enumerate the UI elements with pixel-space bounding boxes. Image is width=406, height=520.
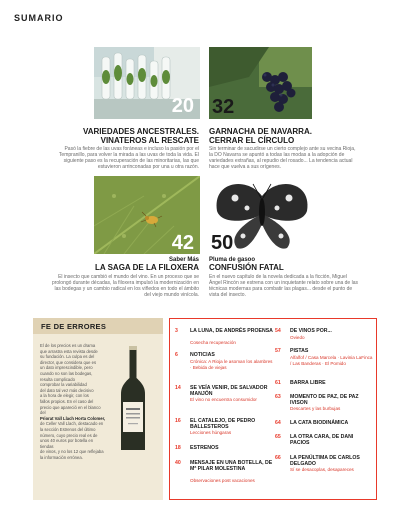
index-title: NOTICIAS [190, 352, 215, 358]
errata-line: El de los precios es un drama [40, 343, 96, 348]
errata-line: resulta complicado [40, 376, 75, 382]
index-page-number: 57 [275, 348, 281, 354]
index-title: BARRA LIBRE [290, 380, 326, 386]
errata-line: de Celler Vall Llach, destacado en [40, 421, 104, 427]
page-title: SUMARIO [14, 13, 64, 23]
article-page-number: 32 [212, 96, 235, 118]
index-title: LA OTRA CARA, DE DANI PACIOS [290, 434, 354, 446]
article-kicker: Pluma de gasoo [209, 257, 256, 263]
errata-line: del dato tal vez más decisivo [40, 387, 94, 393]
article-block-filoxera [50, 257, 199, 298]
article-title: GARNACHA DE NAVARRA. [209, 127, 312, 136]
article-summary: Pasó la fiebre de las uvas foráneas e incluso la pasión por el Tempranillo, para volver la mirada a las uvas de toda la vida. El siguiente paso es la recuperación de las minoritarias, las que estuvieron arrinconadas por una u otra razón. [58, 146, 199, 170]
index-title: LA PENÚLTIMA DE CARLOS DELGADO [290, 455, 360, 467]
index-title: LA CATA BIODINÁMICA [290, 420, 349, 426]
index-title: EL CATALEJO, DE PEDRO BALLESTEROS [190, 418, 256, 430]
article-block-garnacha [209, 128, 359, 170]
index-page-number: 14 [175, 385, 181, 391]
article-title: CONFUSIÓN FATAL [209, 263, 284, 272]
errata-text [40, 343, 106, 460]
errata-line: precio que apareció en el blanco del [40, 404, 101, 416]
article-page-number: 20 [171, 95, 194, 117]
index-page-number: 6 [175, 352, 178, 358]
index-page-number: 61 [275, 380, 281, 386]
index-page-number: 54 [275, 328, 281, 334]
article-page-number: 50 [211, 232, 234, 254]
index-page-number: 65 [275, 434, 281, 440]
errata-line: la información errónea. [40, 454, 83, 460]
wine-bottle-image [119, 346, 147, 452]
errata-line: número, cuyo precio real es de [40, 432, 98, 438]
index-page-number: 63 [275, 394, 281, 400]
errata-line: unos 40 euros por botella en tiendas [40, 438, 94, 449]
article-kicker: Saber Más [168, 257, 199, 263]
article-title: LA SAGA DE LA FILOXERA [95, 263, 199, 272]
article-photo-phylloxera [94, 176, 200, 254]
errata-line: su fundación. La culpa es del [40, 354, 95, 360]
index-page-number: 66 [275, 455, 281, 461]
index-page-number: 16 [175, 418, 181, 424]
errata-line: que arrastra esta revista desde [40, 348, 98, 354]
errata-line: director, que considera que es [40, 359, 97, 365]
article-photo-vine-lab [94, 47, 200, 119]
index-title: SE VEÍA VENIR, DE SALVADOR MANJÓN [190, 385, 268, 397]
errata-line: comprobar la variabilidad [40, 382, 87, 388]
article-page-number: 42 [171, 232, 194, 254]
errata-header [33, 318, 163, 334]
index-subtitle: Observaciones post vacaciones [190, 478, 255, 483]
article-summary: En el nuevo capítulo de la novela dedicada a la ficción, Miguel Ángel Rincón se estrena con un inquietante relato sobre una de las técnicas modernas para combatir las plagas... desde el punto de vista del insecto. [209, 273, 358, 298]
errata-line: de vinos, y no los 12 que reflejaba [40, 449, 104, 455]
index-page-number: 18 [175, 445, 181, 451]
index-title: PISTAS [290, 348, 309, 354]
article-subtitle: CERRAR EL CÍRCULO [209, 135, 295, 145]
section-index [169, 318, 377, 500]
index-page-number: 40 [175, 460, 181, 466]
index-subtitle: Crónica: A Rioja le asoman los alambres · Bebida de viejas [190, 359, 273, 370]
index-subtitle: Oviedo [290, 335, 305, 340]
errata-line: un dato imprescindible, pero [40, 365, 93, 371]
article-photo-moth [207, 176, 317, 254]
index-title: DE VINOS POR... [290, 328, 332, 334]
errata-box [33, 318, 163, 500]
errata-line: cuando no son las bodegas, [40, 370, 93, 376]
index-subtitle: El vino no encuentra consumidor [190, 397, 257, 402]
article-subtitle: VINATEROS AL RESCATE [100, 135, 199, 145]
article-summary: Sin terminar de sacudirse un cierto complejo ante su vecina Rioja, la DO Navarra se apuntó a todas las modas a la adopción de variedades extrañas, al repudio del rosado... La tendencia actual hace que vuelva a sus orígenes. [209, 146, 356, 170]
index-title: ESTRENOS [190, 445, 219, 451]
index-subtitle: Cosecha recuperación [190, 340, 236, 345]
errata-wine-name: Priorat Vall Llach Horta Colomer, [40, 415, 106, 421]
errata-line: fallos propios. En el caso del [40, 398, 94, 404]
article-summary: El insecto que cambió el mundo del vino. En un proceso que se prolongó durante décadas, la filoxera impulsó la modernización en las bodegas y un cambio radical en los viñedos en todo el ámbito del viejo mundo vinícola. [51, 273, 199, 298]
article-block-ancestrales [50, 128, 199, 170]
index-subtitle: Sí se desacoplas, desapareces [290, 467, 354, 472]
article-block-confusion [209, 257, 361, 298]
errata-line: la sección Estrenos del último [40, 426, 96, 432]
index-subtitle: Lecciones húngaras [190, 430, 232, 435]
index-title: MOMENTO DE PAZ, DE PAZ IVISON [290, 394, 359, 406]
index-page-number: 64 [275, 420, 281, 426]
article-title: VARIEDADES ANCESTRALES. [82, 127, 199, 136]
errata-line: a la hora de elegir, con los [40, 393, 89, 399]
index-subtitle: Alfalfof / Casa Marcela · Lavinia LaFinca / Las Banderas · El Pomido [290, 355, 373, 366]
index-page-number: 3 [175, 328, 178, 334]
index-subtitle: Descartes y las burbujas [290, 406, 341, 411]
errata-title: FE DE ERRORES [41, 322, 107, 331]
index-title: LA LUNA, DE ANDRÉS PROENSA [190, 328, 273, 334]
index-title: MENSAJE EN UNA BOTELLA, DE Mª PILAR MOLESTINA [190, 460, 273, 472]
article-photo-grapes [209, 47, 312, 119]
